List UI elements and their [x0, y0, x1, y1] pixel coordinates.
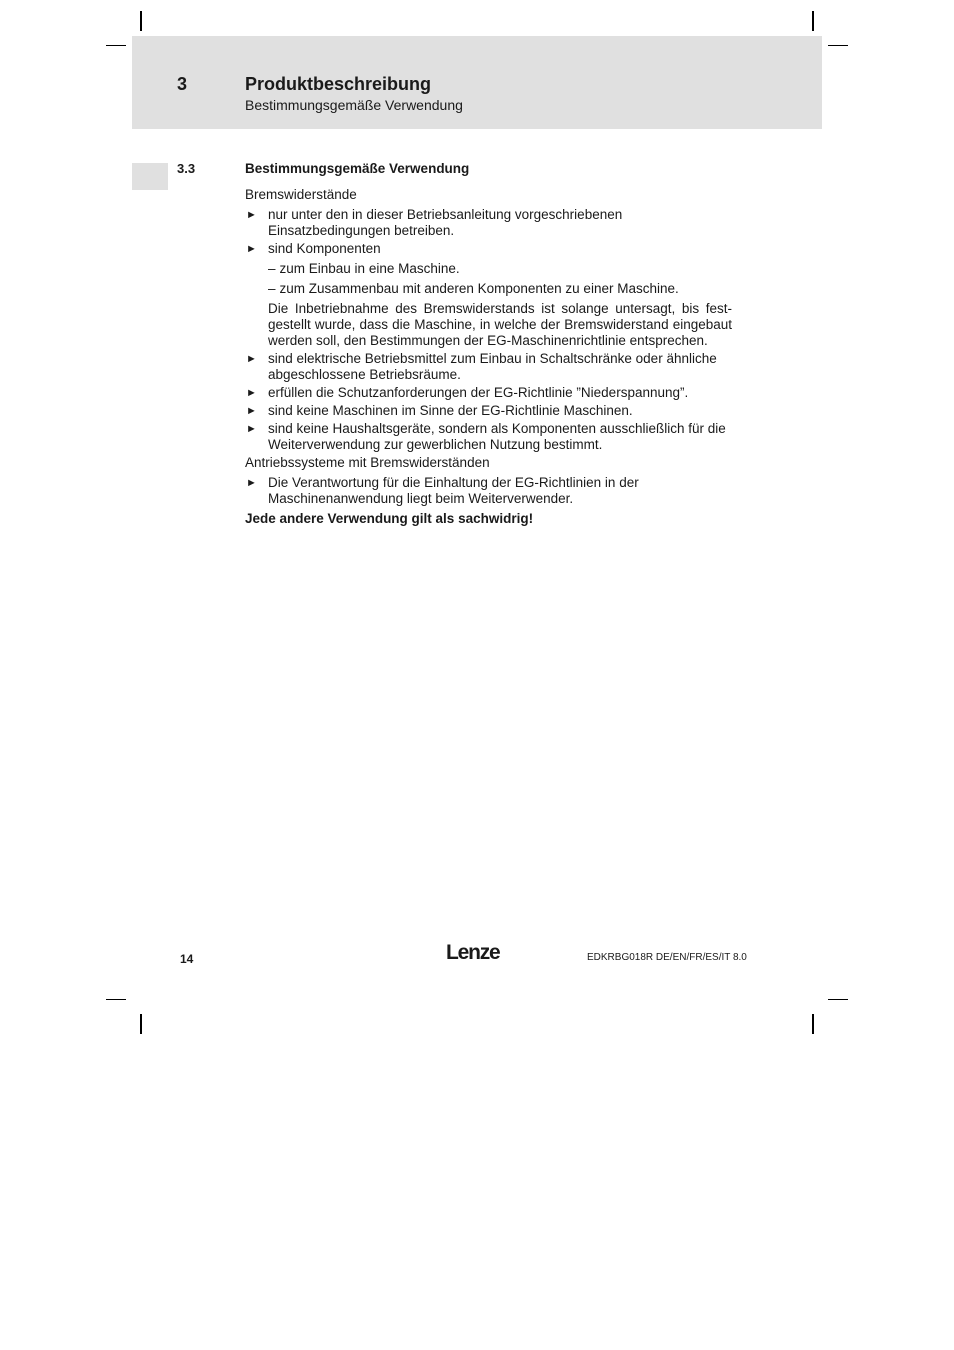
bullet-arrow-icon: ►: [246, 423, 257, 435]
bullet-arrow-icon: ►: [246, 243, 257, 255]
sub-list-item-text: zum Einbau in eine Maschine.: [279, 261, 460, 276]
list-item: [245, 207, 732, 239]
section-marker-tab: [132, 163, 168, 190]
section2-intro: Antriebssysteme mit Bremswiderständen: [245, 455, 490, 470]
list-item-text: nur unter den in dieser Betriebsanleitung vorgeschriebenen Einsatzbedingungen betreiben.: [268, 207, 623, 238]
list-item-text: erfüllen die Schutzanforderungen der EG-Richtlinie ”Niederspannung”.: [268, 385, 689, 400]
crop-mark: [812, 11, 814, 31]
list-item: [245, 421, 732, 453]
crop-mark: [828, 999, 848, 1000]
list-item: [245, 351, 732, 383]
bullet-arrow-icon: ►: [246, 405, 257, 417]
lenze-logo: Lenze: [446, 941, 500, 964]
bullet-arrow-icon: ►: [246, 387, 257, 399]
chapter-number: 3: [177, 74, 188, 94]
list-item: [245, 475, 732, 507]
component-note: Die Inbetriebnahme des Bremswiderstands ist solange untersagt, bis festgestellt wurde, dass die Maschine, in welche der Bremswiderstand eingebaut werden soll, den Bestimmungen der EG-Maschinenrichtlinie entsprechen.: [268, 301, 732, 348]
dash-icon: –: [268, 261, 276, 276]
crop-mark: [106, 999, 126, 1000]
list-item: [245, 241, 732, 257]
bullet-arrow-icon: ►: [246, 353, 257, 365]
crop-mark: [106, 45, 126, 46]
crop-mark: [828, 45, 848, 46]
sub-list-item-text: zum Zusammenbau mit anderen Komponenten zu einer Maschine.: [279, 281, 679, 296]
bullet-arrow-icon: ►: [246, 477, 257, 489]
crop-mark: [140, 11, 142, 31]
document-code: EDKRBG018R DE/EN/FR/ES/IT 8.0: [587, 952, 747, 963]
chapter-title: Produktbeschreibung: [245, 74, 432, 94]
bullet-arrow-icon: ►: [246, 209, 257, 221]
section-title: Bestimmungsgemäße Verwendung: [245, 161, 470, 176]
crop-mark: [140, 1014, 142, 1034]
chapter-subtitle: Bestimmungsgemäße Verwendung: [245, 97, 463, 113]
list-item-text: sind keine Maschinen im Sinne der EG-Richtlinie Maschinen.: [268, 403, 633, 418]
content-body: [245, 187, 732, 531]
intro-text: Bremswiderstände: [245, 187, 357, 202]
section-number: 3.3: [177, 161, 196, 176]
chapter-header-band: [132, 36, 822, 129]
page-number: 14: [180, 952, 194, 966]
list-item: [245, 403, 732, 419]
list-item-text: sind Komponenten: [268, 241, 381, 256]
list-item-text: sind keine Haushaltsgeräte, sondern als Komponenten ausschließlich für die Weiterverwendung zur gewerblichen Nutzung bestimmt.: [268, 421, 726, 452]
sub-list-item: [245, 261, 732, 277]
crop-mark: [812, 1014, 814, 1034]
dash-icon: –: [268, 281, 276, 296]
list-item: [245, 385, 732, 401]
list-item-text: sind elektrische Betriebsmittel zum Einbau in Schaltschränke oder ähnliche abgeschlossene Betriebsräume.: [268, 351, 717, 382]
list-item-text: Die Verantwortung für die Einhaltung der EG-Richtlinien in der Maschinenanwendung liegt beim Weiterverwender.: [268, 475, 639, 506]
closing-statement: Jede andere Verwendung gilt als sachwidrig!: [245, 511, 534, 526]
sub-list-item: [245, 281, 732, 297]
